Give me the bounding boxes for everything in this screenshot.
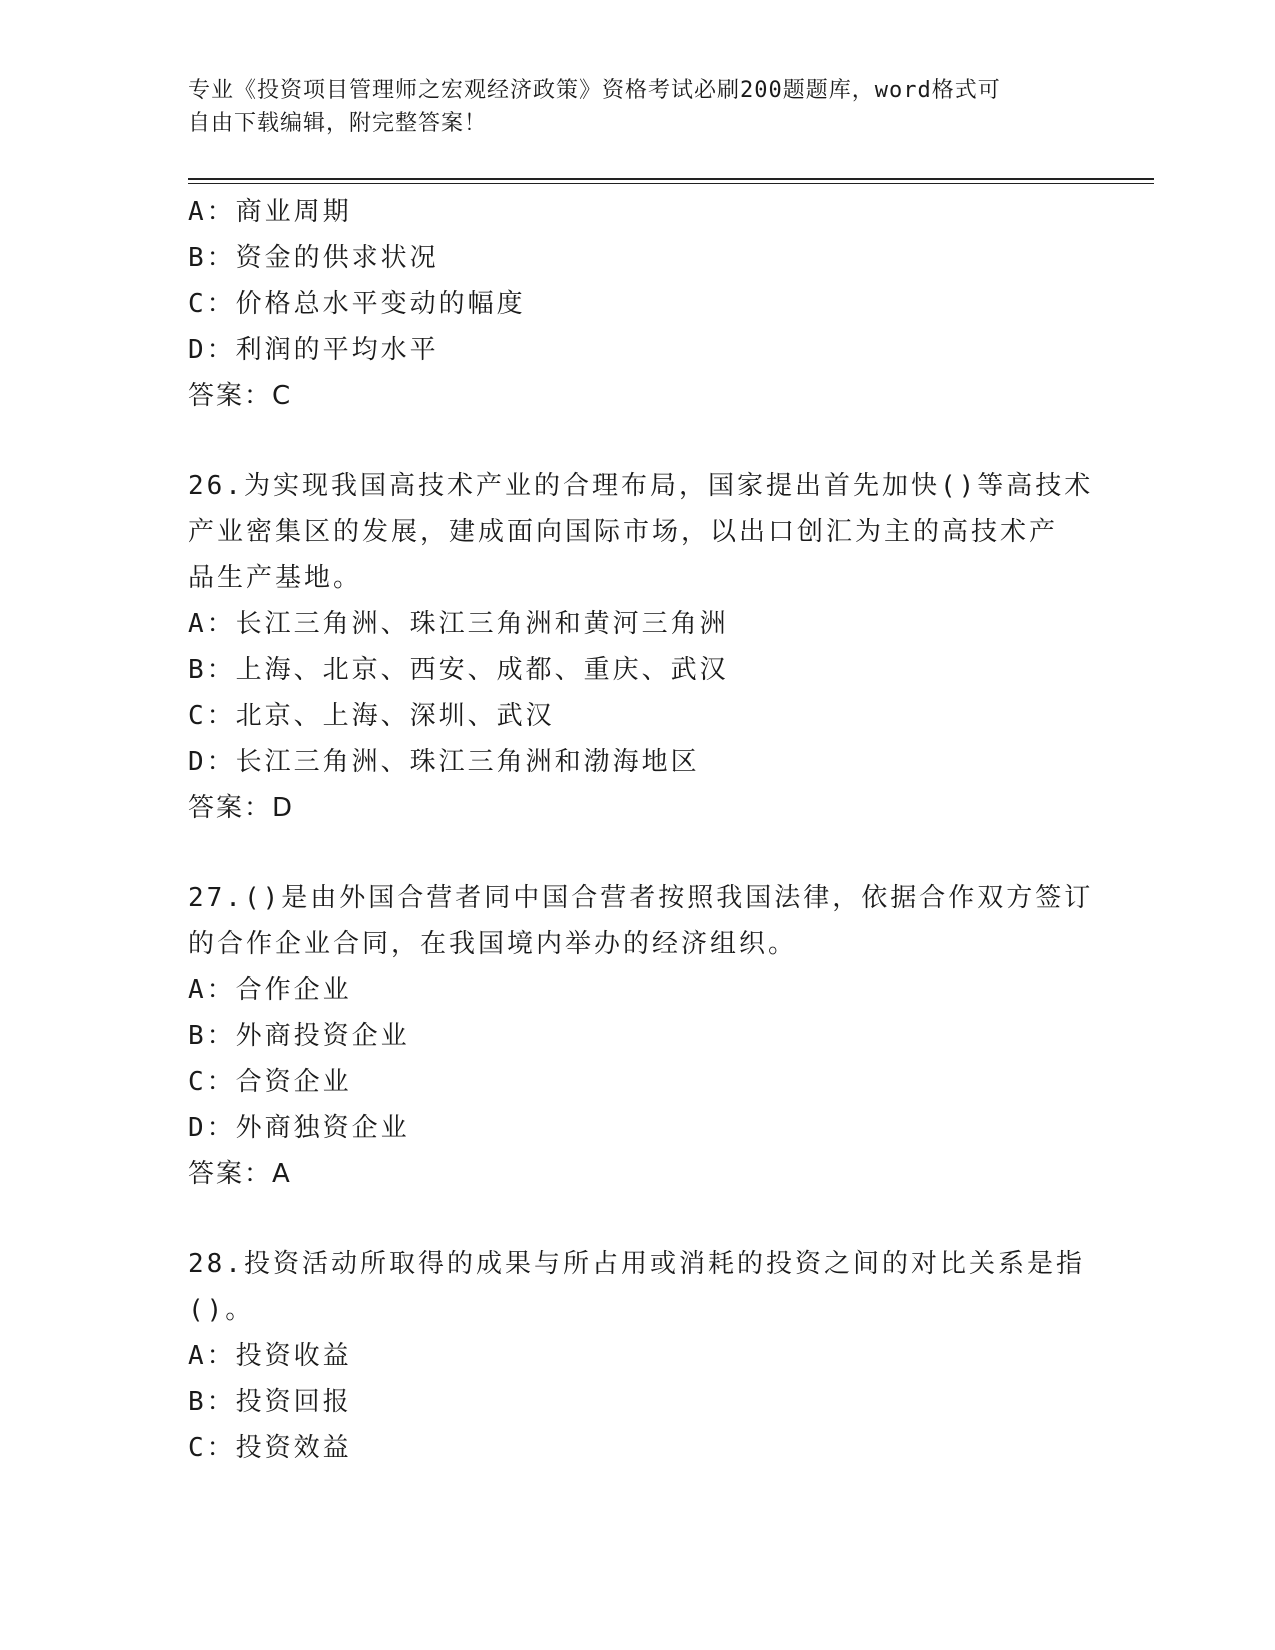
answer: 答案：C	[188, 381, 293, 411]
question-text: 28.投资活动所取得的成果与所占用或消耗的投资之间的对比关系是指	[188, 1249, 1085, 1279]
question-text: 26.为实现我国高技术产业的合理布局，国家提出首先加快()等高技术	[188, 471, 1094, 501]
option-b: B：资金的供求状况	[188, 243, 439, 273]
question-block	[188, 875, 1094, 1197]
option-c: C：价格总水平变动的幅度	[188, 289, 526, 319]
answer: 答案：A	[188, 1159, 292, 1189]
option-d: D：长江三角洲、珠江三角洲和渤海地区	[188, 747, 700, 777]
option-d: D：外商独资企业	[188, 1113, 410, 1143]
option-b: B：外商投资企业	[188, 1021, 410, 1051]
question-text: 品生产基地。	[188, 563, 363, 593]
header-divider-thin	[188, 183, 1154, 184]
question-block	[188, 463, 1094, 831]
document-header	[188, 74, 1088, 140]
option-a: A：长江三角洲、珠江三角洲和黄河三角洲	[188, 609, 729, 639]
option-a: A：商业周期	[188, 197, 352, 227]
answer: 答案：D	[188, 793, 295, 823]
question-text: ()。	[188, 1295, 255, 1325]
option-c: C：北京、上海、深圳、武汉	[188, 701, 555, 731]
header-divider	[188, 178, 1154, 180]
question-text: 的合作企业合同，在我国境内举办的经济组织。	[188, 929, 798, 959]
header-line-2: 自由下载编辑，附完整答案！	[188, 111, 488, 136]
option-a: A：投资收益	[188, 1341, 352, 1371]
option-b: B：上海、北京、西安、成都、重庆、武汉	[188, 655, 729, 685]
question-text: 27.()是由外国合营者同中国合营者按照我国法律，依据合作双方签订	[188, 883, 1094, 913]
option-c: C：合资企业	[188, 1067, 352, 1097]
question-block	[188, 189, 1088, 419]
question-text: 产业密集区的发展，建成面向国际市场，以出口创汇为主的高技术产	[188, 517, 1059, 547]
option-c: C：投资效益	[188, 1433, 352, 1463]
question-block	[188, 1241, 1088, 1471]
header-line-1: 专业《投资项目管理师之宏观经济政策》资格考试必刷200题题库，word格式可	[188, 78, 1001, 103]
option-b: B：投资回报	[188, 1387, 352, 1417]
option-a: A：合作企业	[188, 975, 352, 1005]
question-list	[188, 189, 1094, 1471]
option-d: D：利润的平均水平	[188, 335, 439, 365]
